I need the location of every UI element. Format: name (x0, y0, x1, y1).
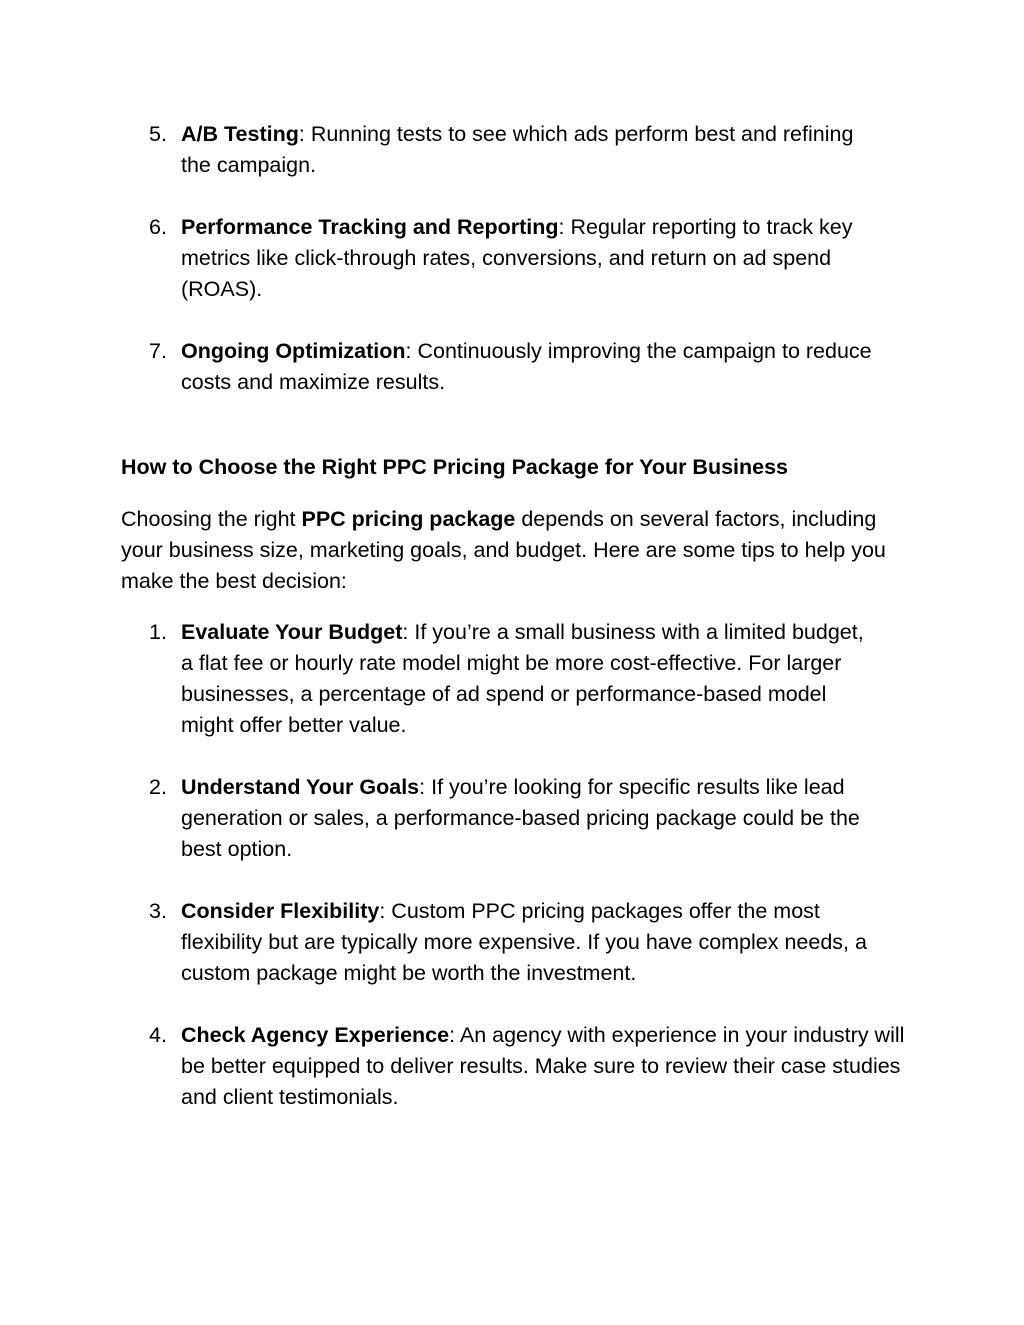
intro-paragraph (121, 504, 911, 597)
list-item-description: If you’re looking for specific results like lead generation or sales, a performance-based pricing package could be the best option. (181, 775, 860, 861)
intro-text-start: Choosing the right (121, 507, 302, 531)
list-item-term: Evaluate Your Budget (181, 620, 403, 644)
list-item-text (181, 617, 881, 741)
section-heading: How to Choose the Right PPC Pricing Package for Your Business (121, 455, 789, 479)
list-item-description: Regular reporting to track key metrics like click-through rates, conversions, and return on ad spend (ROAS). (181, 215, 853, 301)
list-item-separator: : (449, 1023, 456, 1047)
list-item-separator: : (405, 339, 412, 363)
list-item-text (181, 336, 881, 398)
list-item-text (181, 119, 881, 181)
tips-list (0, 617, 1024, 1144)
list-item-description: Running tests to see which ads perform best and refining the campaign. (181, 122, 854, 177)
list-item-separator: : (558, 215, 565, 239)
list-item (0, 212, 1024, 305)
list-item-description: If you’re a small business with a limited budget, a flat fee or hourly rate model might be more cost-effective. For larger businesses, a percentage of ad spend or performance-based model might offer better value. (181, 620, 864, 737)
list-number: 6. (149, 215, 167, 239)
list-number: 4. (149, 1023, 167, 1047)
list-number: 7. (149, 339, 167, 363)
list-item-term: Check Agency Experience (181, 1023, 450, 1047)
list-item-separator: : (298, 122, 305, 146)
list-item-term: Performance Tracking and Reporting (181, 215, 559, 239)
list-item-term: Consider Flexibility (181, 899, 380, 923)
list-item-description: Continuously improving the campaign to reduce costs and maximize results. (181, 339, 872, 394)
list-item-separator: : (402, 620, 409, 644)
list-number: 5. (149, 122, 167, 146)
intro-bold-phrase: PPC pricing package (301, 507, 516, 531)
list-item-text (181, 772, 906, 865)
list-item (0, 336, 1024, 398)
list-number: 2. (149, 775, 167, 799)
list-item (0, 772, 1024, 865)
list-item (0, 119, 1024, 181)
list-item-term: Ongoing Optimization (181, 339, 406, 363)
steps-list-continued (0, 119, 1024, 429)
list-item-text (181, 896, 891, 989)
list-item-term: Understand Your Goals (181, 775, 420, 799)
list-number: 3. (149, 899, 167, 923)
list-item-description: Custom PPC pricing packages offer the most flexibility but are typically more expensive. If you have complex needs, a custom package might be worth the investment. (181, 899, 867, 985)
list-item-separator: : (419, 775, 426, 799)
list-number: 1. (149, 620, 167, 644)
list-item-term: A/B Testing (181, 122, 299, 146)
intro-text-end: depends on several factors, including your business size, marketing goals, and budget. Here are some tips to help you make the best decision: (121, 507, 886, 593)
list-item (0, 617, 1024, 741)
list-item (0, 1020, 1024, 1113)
list-item-text (181, 1020, 911, 1113)
list-item (0, 896, 1024, 989)
list-item-text (181, 212, 881, 305)
list-item-description: An agency with experience in your industry will be better equipped to deliver results. Make sure to review their case studies and client testimonials. (181, 1023, 905, 1109)
list-item-separator: : (379, 899, 386, 923)
